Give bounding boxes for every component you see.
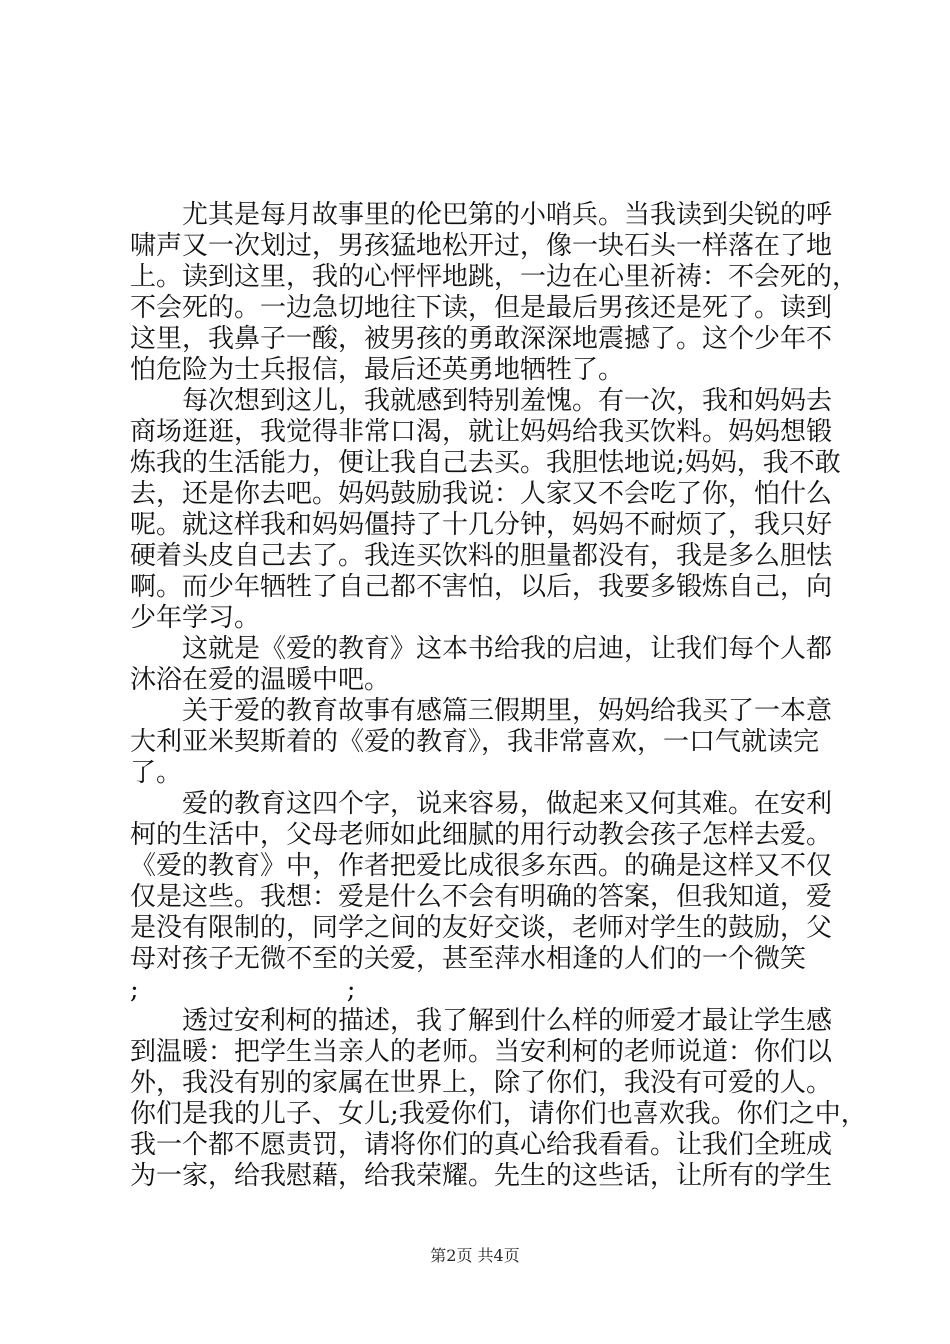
text-line: 上。读到这里，我的心怦怦地跳，一边在心里祈祷：不会死的， bbox=[130, 262, 859, 292]
text-line: 仅是这些。我想：爱是什么不会有明确的答案，但我知道，爱 bbox=[130, 882, 833, 912]
text-line: 呢。就这样我和妈妈僵持了十几分钟，妈妈不耐烦了，我只好 bbox=[130, 510, 833, 540]
text-line: 外，我没有别的家属在世界上，除了你们，我没有可爱的人。 bbox=[130, 1068, 833, 1098]
text-line: 炼我的生活能力，便让我自己去买。我胆怯地说;妈妈，我不敢 bbox=[130, 448, 841, 478]
text-line: 了。 bbox=[130, 758, 183, 788]
text-line: 啸声又一次划过，男孩猛地松开过，像一块石头一样落在了地 bbox=[130, 231, 833, 261]
text-line: 怕危险为士兵报信，最后还英勇地牺牲了。 bbox=[130, 355, 625, 385]
page-number-footer: 第2页 共4页 bbox=[430, 1246, 520, 1265]
text-line: 是没有限制的，同学之间的友好交谈，老师对学生的鼓励，父 bbox=[130, 913, 833, 943]
text-line: 大利亚米契斯着的《爱的教育》，我非常喜欢，一口气就读完 bbox=[130, 727, 820, 757]
text-line: 母对孩子无微不至的关爱，甚至萍水相逢的人们的一个微笑 bbox=[130, 944, 807, 974]
text-line: 爱的教育这四个字，说来容易，做起来又何其难。在安利 bbox=[130, 789, 833, 819]
text-line: ; ; bbox=[130, 975, 356, 1005]
text-line: 硬着头皮自己去了。我连买饮料的胆量都没有，我是多么胆怯 bbox=[130, 541, 833, 571]
text-line: 沐浴在爱的温暖中吧。 bbox=[130, 665, 391, 695]
text-line: 这就是《爱的教育》这本书给我的启迪，让我们每个人都 bbox=[130, 634, 833, 664]
document-body bbox=[130, 200, 867, 1192]
text-line: 柯的生活中，父母老师如此细腻的用行动教会孩子怎样去爱。 bbox=[130, 820, 833, 850]
text-line: 透过安利柯的描述，我了解到什么样的师爱才最让学生感 bbox=[130, 1006, 833, 1036]
text-line: 尤其是每月故事里的伦巴第的小哨兵。当我读到尖锐的呼 bbox=[130, 200, 833, 230]
text-line: 为一家，给我慰藉，给我荣耀。先生的这些话，让所有的学生 bbox=[130, 1161, 833, 1191]
text-line: 商场逛逛，我觉得非常口渴，就让妈妈给我买饮料。妈妈想锻 bbox=[130, 417, 833, 447]
text-line: 这里，我鼻子一酸，被男孩的勇敢深深地震撼了。这个少年不 bbox=[130, 324, 833, 354]
text-line: 不会死的。一边急切地往下读，但是最后男孩还是死了。读到 bbox=[130, 293, 833, 323]
text-line: 你们是我的儿子、女儿;我爱你们，请你们也喜欢我。你们之中， bbox=[130, 1099, 867, 1129]
text-line: 去，还是你去吧。妈妈鼓励我说：人家又不会吃了你，怕什么 bbox=[130, 479, 833, 509]
text-line: 啊。而少年牺牲了自己都不害怕，以后，我要多锻炼自己，向 bbox=[130, 572, 833, 602]
text-line: 少年学习。 bbox=[130, 603, 261, 633]
text-line: 我一个都不愿责罚，请将你们的真心给我看看。让我们全班成 bbox=[130, 1130, 833, 1160]
text-line: 每次想到这儿，我就感到特别羞愧。有一次，我和妈妈去 bbox=[130, 386, 833, 416]
text-line: 关于爱的教育故事有感篇三假期里，妈妈给我买了一本意 bbox=[130, 696, 833, 726]
text-line: 《爱的教育》中，作者把爱比成很多东西。的确是这样又不仅 bbox=[130, 851, 833, 881]
text-line: 到温暖：把学生当亲人的老师。当安利柯的老师说道：你们以 bbox=[130, 1037, 833, 1067]
